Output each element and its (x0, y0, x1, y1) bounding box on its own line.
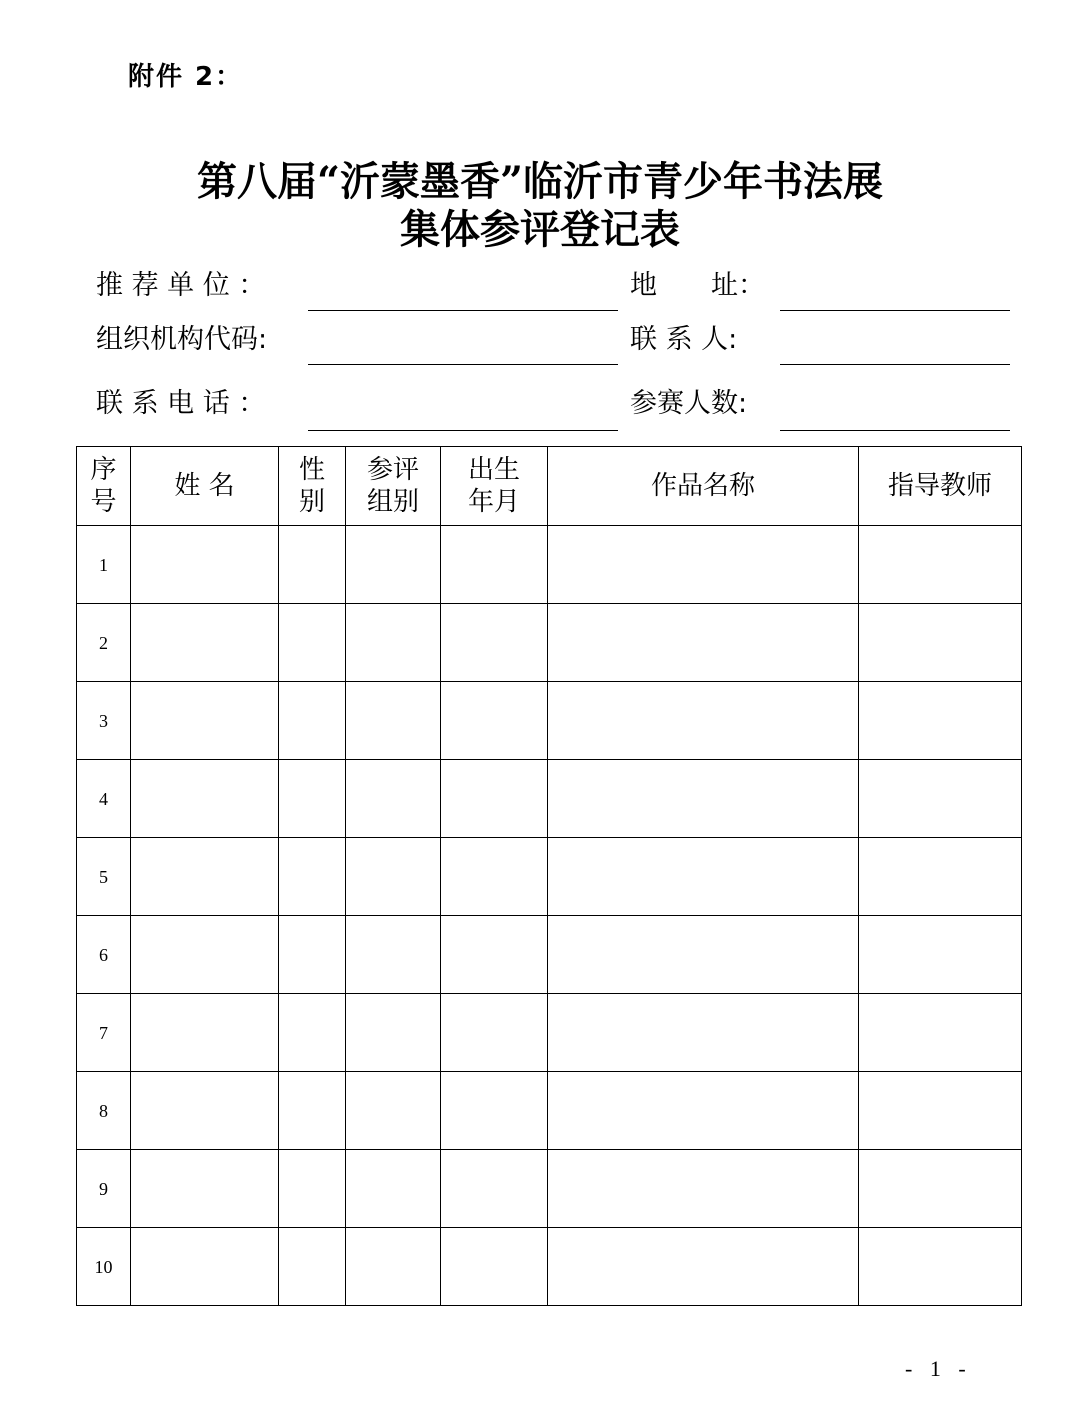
attachment-label: 附件 2： (128, 62, 244, 92)
cell-birth[interactable] (441, 994, 548, 1072)
table-row (77, 1150, 1022, 1228)
cell-group[interactable] (346, 916, 441, 994)
cell-teacher[interactable] (859, 838, 1022, 916)
cell-work[interactable] (548, 682, 859, 760)
cell-name[interactable] (131, 1228, 279, 1306)
address-label: 地 址： (630, 270, 765, 301)
cell-name[interactable] (131, 1072, 279, 1150)
cell-gender[interactable] (279, 994, 346, 1072)
cell-birth[interactable] (441, 1072, 548, 1150)
participant-count-input[interactable] (780, 430, 1010, 431)
row-number: 4 (77, 760, 131, 838)
recommend-unit-label: 推 荐 单 位 ： (96, 270, 266, 301)
contact-phone-label: 联 系 电 话 ： (96, 388, 266, 419)
row-number: 9 (77, 1150, 131, 1228)
form-title-line2: 集体参评登记表 (400, 206, 680, 253)
cell-group[interactable] (346, 526, 441, 604)
cell-gender[interactable] (279, 760, 346, 838)
cell-group[interactable] (346, 838, 441, 916)
cell-work[interactable] (548, 1072, 859, 1150)
row-number: 5 (77, 838, 131, 916)
cell-gender[interactable] (279, 1072, 346, 1150)
cell-gender[interactable] (279, 682, 346, 760)
cell-birth[interactable] (441, 604, 548, 682)
cell-birth[interactable] (441, 838, 548, 916)
cell-group[interactable] (346, 604, 441, 682)
table-row (77, 994, 1022, 1072)
registration-table (76, 446, 1022, 1306)
row-number: 3 (77, 682, 131, 760)
cell-name[interactable] (131, 838, 279, 916)
contact-person-input[interactable] (780, 364, 1010, 365)
cell-work[interactable] (548, 526, 859, 604)
participant-count-label: 参赛人数: (630, 388, 748, 419)
cell-birth[interactable] (441, 1150, 548, 1228)
cell-birth[interactable] (441, 682, 548, 760)
cell-gender[interactable] (279, 916, 346, 994)
cell-group[interactable] (346, 760, 441, 838)
table-row (77, 526, 1022, 604)
cell-birth[interactable] (441, 916, 548, 994)
cell-birth[interactable] (441, 1228, 548, 1306)
cell-teacher[interactable] (859, 604, 1022, 682)
cell-gender[interactable] (279, 1228, 346, 1306)
cell-teacher[interactable] (859, 1228, 1022, 1306)
cell-group[interactable] (346, 1150, 441, 1228)
table-row (77, 916, 1022, 994)
cell-teacher[interactable] (859, 916, 1022, 994)
table-row (77, 760, 1022, 838)
header-group: 参评组别 (346, 447, 441, 526)
contact-person-label: 联 系 人: (630, 324, 738, 355)
table-row (77, 1072, 1022, 1150)
cell-teacher[interactable] (859, 1072, 1022, 1150)
cell-birth[interactable] (441, 526, 548, 604)
row-number: 10 (77, 1228, 131, 1306)
cell-name[interactable] (131, 682, 279, 760)
header-name: 姓 名 (131, 447, 279, 526)
row-number: 7 (77, 994, 131, 1072)
cell-teacher[interactable] (859, 1150, 1022, 1228)
header-teacher: 指导教师 (859, 447, 1022, 526)
cell-group[interactable] (346, 1072, 441, 1150)
org-code-label: 组织机构代码: (96, 324, 268, 355)
page-number: - 1 - (905, 1356, 972, 1381)
table-row (77, 682, 1022, 760)
cell-name[interactable] (131, 994, 279, 1072)
header-work: 作品名称 (548, 447, 859, 526)
form-title-line1: 第八届“沂蒙墨香”临沂市青少年书法展 (196, 158, 883, 205)
cell-name[interactable] (131, 760, 279, 838)
cell-work[interactable] (548, 994, 859, 1072)
cell-work[interactable] (548, 1150, 859, 1228)
header-gender: 性别 (279, 447, 346, 526)
table-row (77, 838, 1022, 916)
cell-teacher[interactable] (859, 994, 1022, 1072)
org-code-input[interactable] (308, 364, 618, 365)
cell-gender[interactable] (279, 604, 346, 682)
cell-name[interactable] (131, 1150, 279, 1228)
cell-group[interactable] (346, 682, 441, 760)
cell-group[interactable] (346, 994, 441, 1072)
cell-teacher[interactable] (859, 682, 1022, 760)
address-input[interactable] (780, 310, 1010, 311)
table-header-row (77, 447, 1022, 526)
cell-gender[interactable] (279, 838, 346, 916)
cell-teacher[interactable] (859, 760, 1022, 838)
row-number: 1 (77, 526, 131, 604)
contact-phone-input[interactable] (308, 430, 618, 431)
table-row (77, 1228, 1022, 1306)
recommend-unit-input[interactable] (308, 310, 618, 311)
row-number: 2 (77, 604, 131, 682)
cell-birth[interactable] (441, 760, 548, 838)
row-number: 6 (77, 916, 131, 994)
cell-gender[interactable] (279, 1150, 346, 1228)
cell-work[interactable] (548, 838, 859, 916)
cell-work[interactable] (548, 760, 859, 838)
cell-work[interactable] (548, 1228, 859, 1306)
header-birth: 出生年月 (441, 447, 548, 526)
cell-name[interactable] (131, 526, 279, 604)
cell-work[interactable] (548, 916, 859, 994)
cell-teacher[interactable] (859, 526, 1022, 604)
cell-gender[interactable] (279, 526, 346, 604)
header-seq: 序号 (77, 447, 131, 526)
table-row (77, 604, 1022, 682)
row-number: 8 (77, 1072, 131, 1150)
cell-name[interactable] (131, 604, 279, 682)
cell-work[interactable] (548, 604, 859, 682)
cell-group[interactable] (346, 1228, 441, 1306)
cell-name[interactable] (131, 916, 279, 994)
